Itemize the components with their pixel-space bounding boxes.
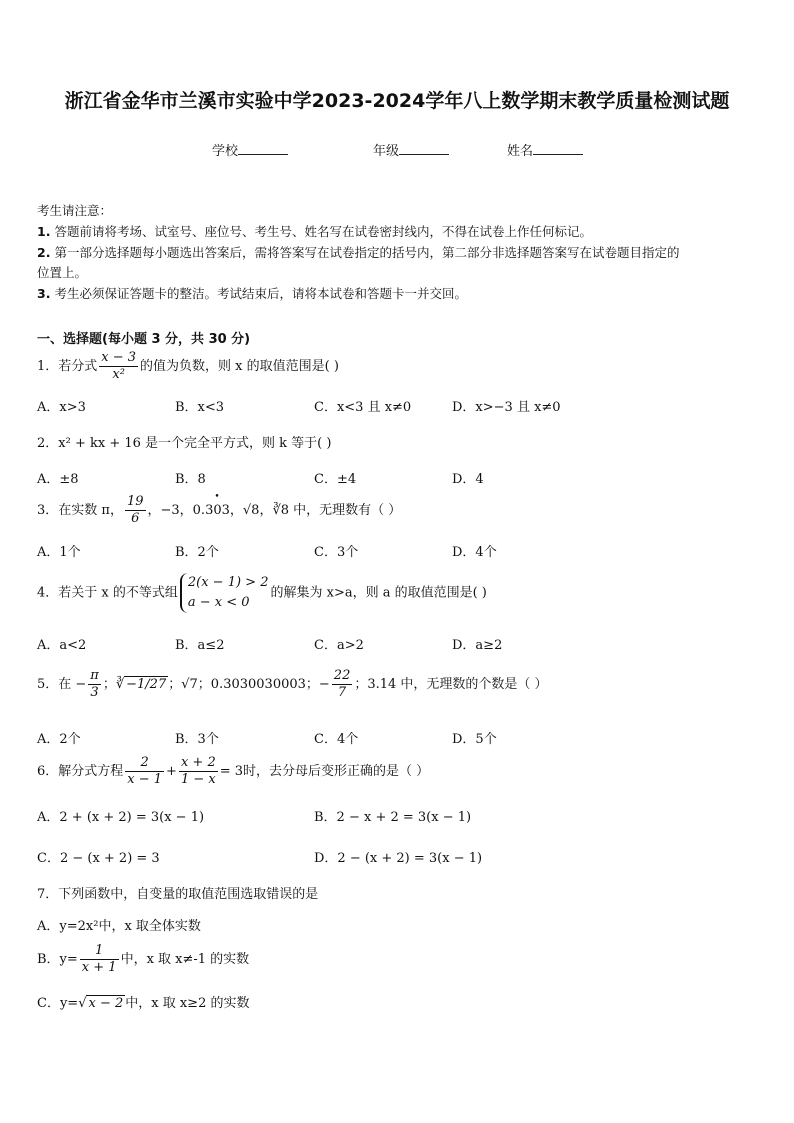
fraction: $\frac{22}{7}$ — [333, 668, 351, 700]
q3-option-b[interactable]: B．2个 — [175, 545, 219, 560]
q2-option-c[interactable]: C．±4 — [314, 472, 357, 487]
question-2: 2．x² + kx + 16 是一个完全平方式，则 k 等于( ) — [37, 436, 332, 451]
q2-option-b[interactable]: B．8 — [175, 472, 206, 487]
q3-option-d[interactable]: D．4个 — [452, 545, 497, 560]
notice-item-2: 2. 第一部分选择题每小题选出答案后，需将答案写在试卷指定的括号内，第二部分非选择题答案写在试卷题目指定的 — [37, 245, 680, 260]
q6-option-a[interactable]: A．2 + (x + 2) = 3(x − 1) — [37, 810, 205, 825]
q1-option-d[interactable]: D．x>−3 且 x≠0 — [452, 400, 561, 415]
q2-option-a[interactable]: A．±8 — [37, 472, 79, 487]
q6-option-b[interactable]: B．2 − x + 2 = 3(x − 1) — [314, 810, 472, 825]
notice-item-3: 3. 考生必须保证答题卡的整洁。考试结束后，请将本试卷和答题卡一并交回。 — [37, 286, 467, 301]
q4-option-a[interactable]: A．a<2 — [37, 638, 87, 653]
page-title: 浙江省金华市兰溪市实验中学2023-2024学年八上数学期末教学质量检测试题 — [64, 90, 730, 112]
q7-option-b[interactable]: B．y= $\frac{1}{x + 1}$ 中，x 取 x≠-1 的实数 — [37, 943, 250, 975]
q4-option-c[interactable]: C．a>2 — [314, 638, 364, 653]
fraction: $\frac{x - 3}{\text{x²}}$ — [101, 350, 137, 382]
question-1: 1．若分式 $\frac{x - 3}{\text{x²}}$ 的值为负数，则 x 的取值范围是( ) — [37, 350, 339, 382]
question-3: 3．在实数 π， $\frac{19}{6}$ ，−3，0.3• 03，√8，∛8 中，无理数有（ ） — [37, 494, 777, 527]
school-field[interactable]: 学校 — [212, 140, 288, 159]
q5-option-d[interactable]: D．5个 — [452, 732, 497, 747]
q4-option-d[interactable]: D．a≥2 — [452, 638, 503, 653]
q1-option-c[interactable]: C．x<3 且 x≠0 — [314, 400, 412, 415]
q2-option-d[interactable]: D．4 — [452, 472, 484, 487]
question-5: 5．在 − $\frac{\pi}{3}$ ；∛ −1/27 ；√7；0.3030030003；− $\frac{22}{7}$ ；3.14 中，无理数的个数是（ ） — [37, 668, 548, 700]
q3-option-a[interactable]: A．1个 — [37, 545, 81, 560]
q7-option-c[interactable]: C．y=√ x − 2 中，x 取 x≥2 的实数 — [37, 996, 250, 1011]
q6-option-c[interactable]: C．2 − (x + 2) = 3 — [37, 851, 160, 866]
q6-option-d[interactable]: D．2 − (x + 2) = 3(x − 1) — [314, 851, 483, 866]
section-heading: 一、选择题(每小题 3 分，共 30 分) — [37, 332, 251, 347]
notice-item-1: 1. 答题前请将考场、试室号、座位号、考生号、姓名写在试卷密封线内，不得在试卷上作任何标记。 — [37, 224, 592, 239]
fraction: $\frac{1}{x + 1}$ — [81, 943, 117, 975]
notice-heading: 考生请注意： — [37, 203, 113, 218]
name-field[interactable]: 姓名 — [507, 140, 583, 159]
q1-option-b[interactable]: B．x<3 — [175, 400, 225, 415]
inequality-system: 2(x − 1) > 2 a − x < 0 — [180, 573, 269, 613]
question-6: 6．解分式方程 $\frac{2}{x - 1}$ + $\frac{x + 2}{1 - x}$ = 3时，去分母后变形正确的是（ ） — [37, 755, 430, 787]
fraction: $\frac{\pi}{3}$ — [90, 668, 99, 700]
question-4: 4．若关于 x 的不等式组 2(x − 1) > 2 a − x < 0 的解集为 x>a，则 a 的取值范围是( ) — [37, 573, 777, 613]
q3-option-c[interactable]: C．3个 — [314, 545, 359, 560]
question-7: 7．下列函数中，自变量的取值范围选取错误的是 — [37, 887, 319, 902]
fraction: $\frac{x + 2}{1 - x}$ — [180, 755, 216, 787]
fraction: $\frac{19}{6}$ — [126, 494, 144, 526]
fraction: $\frac{2}{x - 1}$ — [127, 755, 163, 787]
q5-option-a[interactable]: A．2个 — [37, 732, 81, 747]
q5-option-b[interactable]: B．3个 — [175, 732, 219, 747]
q4-option-b[interactable]: B．a≤2 — [175, 638, 225, 653]
q7-option-a[interactable]: A．y=2x²中，x 取全体实数 — [37, 919, 201, 934]
grade-field[interactable]: 年级 — [373, 140, 449, 159]
q5-option-c[interactable]: C．4个 — [314, 732, 359, 747]
notice-item-2-cont: 位置上。 — [37, 265, 88, 280]
q1-option-a[interactable]: A．x>3 — [37, 400, 86, 415]
